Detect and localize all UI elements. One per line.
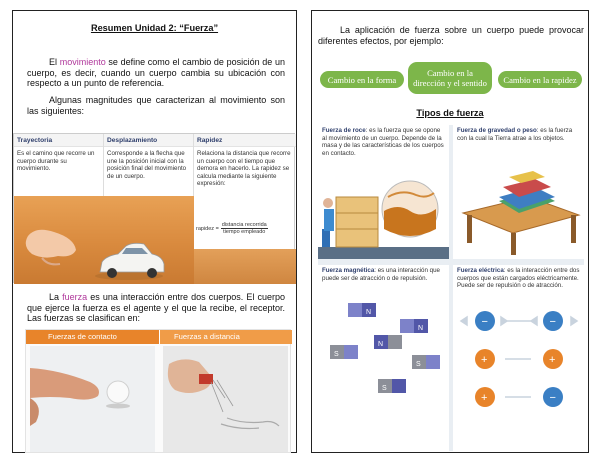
magnet-pair-5 (412, 355, 440, 369)
p3-prefix: La (49, 292, 63, 302)
finger-shape (42, 258, 60, 264)
speed-title: Rapidez (194, 134, 296, 147)
force-types-grid (318, 125, 584, 451)
wood-surface (194, 249, 296, 284)
movement-paragraph (27, 57, 285, 89)
speed-column (194, 134, 296, 234)
force-paragraph (27, 292, 285, 324)
formula-fraction (221, 222, 268, 235)
friction-force-card (318, 125, 449, 259)
gravity-name: Fuerza de gravedad o peso (457, 127, 537, 134)
effect-shape-change: Cambio en la forma (320, 71, 404, 88)
magnet-pair-6 (378, 379, 406, 393)
p1-rest: se define como el cambio de posición de un cuerpo, es decir, cuando un cuerpo cambia su ubicación con respecto a un punto de referencia. (27, 57, 286, 89)
person-body (324, 209, 334, 231)
electric-desc: : es la interacción entre dos cuerpos que están cargados eléctricamente. Puede ser de repulsión o de atracción. (457, 267, 580, 290)
distance-force-photo (163, 346, 288, 452)
force-types-title: Tipos de fuerza (416, 108, 484, 118)
friction-illustration (318, 167, 449, 259)
magnetic-desc: : es una interacción que puede ser de atracción o de repulsión. (322, 267, 440, 282)
negative-sign-2: − (549, 316, 556, 328)
gravity-desc: : es la fuerza con la cual la Tierra atrae a los objetos. (457, 127, 573, 142)
ball-shadow (106, 404, 130, 409)
magnet-clips-illustration (163, 346, 288, 452)
positive-sign-3: + (481, 392, 488, 404)
trajectory-text: Es el camino que recorre un cuerpo durante su movimiento. (17, 150, 95, 173)
force-term: fuerza (62, 292, 88, 302)
effect-direction-change: Cambio en la dirección y el sentido (408, 62, 492, 94)
person-head (323, 198, 333, 208)
force-classification (25, 329, 291, 453)
page-title: Resumen Unidad 2: “Fuerza” (90, 23, 219, 33)
book-yellow (509, 171, 545, 183)
formula-denominator: tiempo empleado (223, 229, 266, 235)
effects-intro: La aplicación de fuerza sobre un cuerpo puede provocar diferentes efectos, por ejemplo: (318, 25, 584, 46)
ball-shape (107, 381, 129, 403)
magnet-south-label-2: S (416, 361, 421, 368)
magnet-pair-2 (330, 345, 358, 359)
formula-lhs: rapidez = (196, 225, 219, 232)
car-wheel-front (107, 268, 117, 278)
magnet-north-label-3: N (418, 325, 424, 332)
magnet-pair-3 (374, 335, 402, 349)
displacement-column (104, 134, 194, 196)
positive-sign-2: + (549, 354, 556, 366)
magnet-pair-1 (348, 303, 376, 317)
displacement-text: Corresponde a la flecha que une la posición inicial con la posición final del movimiento de un cuerpo. (107, 150, 187, 180)
charges-illustration (453, 301, 584, 445)
car-body (100, 243, 164, 272)
magnet-north-label-2: N (378, 341, 384, 348)
speed-text: Relaciona la distancia que recorre un cuerpo con el tiempo que demora en hacerlo. La rapidez se calcula mediante la siguiente expresión: (197, 150, 291, 188)
negative-sign-3: − (549, 392, 556, 404)
gravity-illustration (453, 157, 584, 257)
magnet-south-label: S (334, 351, 339, 358)
friction-name: Fuerza de roce (322, 127, 366, 134)
magnetic-force-card (318, 265, 449, 451)
trajectory-title: Trayectoria (14, 134, 103, 147)
hand-shape (26, 230, 76, 258)
friction-desc: : es la fuerza que se opone al movimiento de un cuerpo. Depende de la masa y de las características de los cuerpos en contacto. (322, 127, 444, 157)
toy-car-illustration (14, 196, 194, 284)
p1-prefix: El (49, 57, 60, 67)
negative-sign: − (481, 316, 488, 328)
effects-list (312, 59, 590, 99)
effect-speed-change: Cambio en la rapidez (498, 71, 582, 88)
distance-forces-header: Fuerzas a distancia (159, 330, 292, 344)
magnet-pair-4 (400, 319, 428, 333)
contact-force-photo (30, 346, 155, 452)
formula-numerator: distancia recorrida (221, 222, 267, 228)
movement-magnitudes-table (13, 133, 295, 283)
contact-forces-header: Fuerzas de contacto (26, 330, 159, 344)
wooden-crate (336, 197, 378, 247)
displacement-title: Desplazamiento (104, 134, 193, 147)
electric-force-card (453, 265, 584, 451)
positive-sign: + (481, 354, 488, 366)
trajectory-column (14, 134, 104, 196)
magnets-illustration (318, 295, 449, 445)
person-legs (322, 229, 330, 247)
right-page (311, 10, 589, 453)
magnet-south-label-3: S (382, 385, 387, 392)
magnetic-name: Fuerza magnética (322, 267, 375, 274)
toy-car-photo (14, 196, 194, 284)
magnet-north-label: N (366, 309, 372, 316)
speed-formula (196, 222, 268, 235)
gravity-force-card (453, 125, 584, 259)
magnitudes-paragraph: Algunas magnitudes que caracterizan al movimiento son las siguientes: (27, 95, 285, 116)
car-wheel-back (147, 268, 157, 278)
left-page (12, 10, 297, 453)
p3-rest: es una interacción entre dos cuerpos. El cuerpo que ejerce la fuerza es el agente y el que la recibe, el receptor. Las fuerzas se clasifican en: (27, 292, 285, 324)
electric-name: Fuerza eléctrica (457, 267, 504, 274)
finger-ball-illustration (30, 346, 155, 452)
movement-term: movimiento (59, 57, 106, 67)
